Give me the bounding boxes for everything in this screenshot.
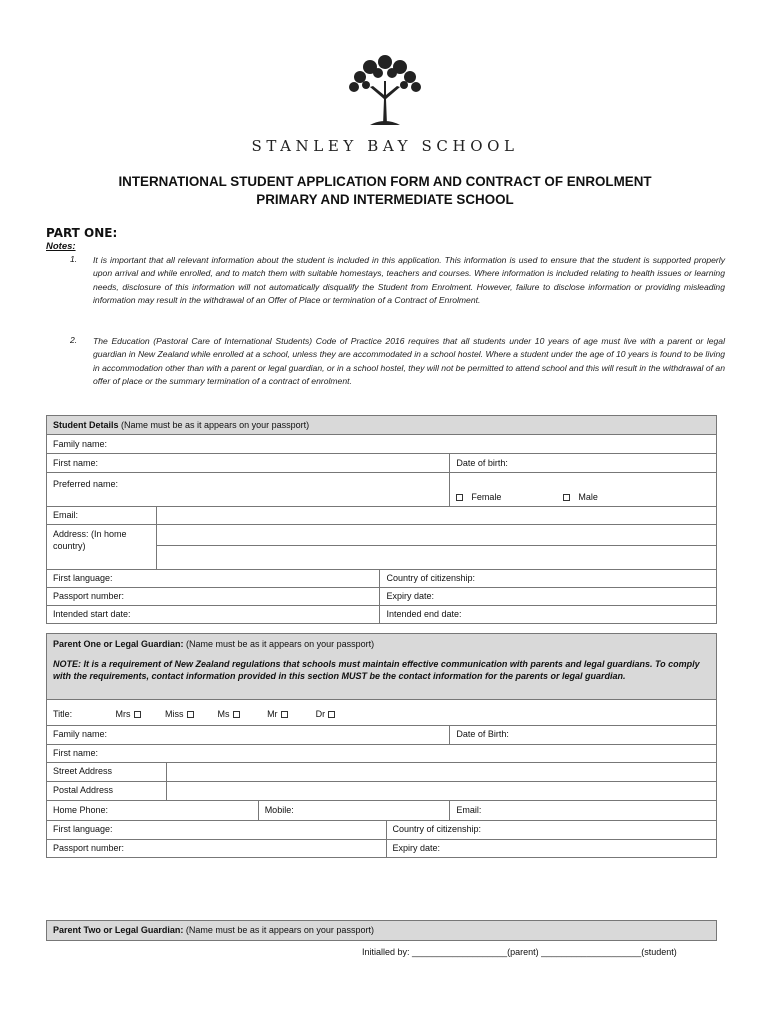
parent-expiry-field[interactable]: Expiry date: (386, 840, 717, 858)
title-ms-option[interactable]: Ms (218, 709, 265, 719)
mobile-field[interactable]: Mobile: (258, 801, 450, 821)
student-details-table (46, 415, 717, 624)
address-field-2[interactable] (156, 546, 716, 570)
note-text: The Education (Pastoral Care of International Students) Code of Practice 2016 requires that all students under 10 years of age must live with a parent or legal guardian in New Zealand while enrolled at a school, unless they are accommodated in a school hostel. Where a student under the age of 10 years is found to be living in accommodation other than with a parent or legal guardian, or in a school hostel, they will not be permitted to attend school and this will result in the withdrawal of an offer of place or the summary termination of a contract of enrolment. (93, 336, 725, 386)
street-address-field[interactable] (166, 763, 716, 782)
title-line-2: PRIMARY AND INTERMEDIATE SCHOOL (256, 192, 514, 207)
note-text: It is important that all relevant information about the student is included in this application. This information is used to ensure that the student is supported properly upon arrival and while enrolled, and to match them with suitable homestays, teachers and courses. Where information is included relating to health issues or learning needs, disclosure of this information will not automatically disqualify the Student from Enrolment. However, failure to disclose information or providing misleading information may result in the withdrawal of an Offer of Place or termination of a Contract of Enrolment. (93, 255, 725, 305)
male-checkbox[interactable]: Male (563, 492, 598, 502)
parent-dob-field[interactable]: Date of Birth: (450, 726, 717, 745)
start-date-field[interactable]: Intended start date: (47, 606, 380, 624)
parent-first-name-field[interactable]: First name: (47, 745, 717, 763)
first-language-field[interactable]: First language: (47, 570, 380, 588)
note-number: 1. (70, 254, 78, 264)
tree-icon (340, 55, 430, 127)
home-phone-field[interactable]: Home Phone: (47, 801, 259, 821)
school-name: STANLEY BAY SCHOOL (251, 137, 519, 155)
street-address-label: Street Address (47, 763, 167, 782)
parent-passport-field[interactable]: Passport number: (47, 840, 387, 858)
initialled-by-line: Initialled by: ___________________(parent) ____________________(student) (362, 947, 677, 957)
title-dr-option[interactable]: Dr (316, 709, 336, 719)
parent-one-note: NOTE: It is a requirement of New Zealand regulations that schools must maintain effective communication with parents and legal guardians. To comply with the requirements, contact information provided in this section MUST be the contact information for the parents or legal guardian. (53, 659, 700, 681)
part-one-heading: PART ONE: (46, 226, 118, 240)
end-date-field[interactable]: Intended end date: (380, 606, 717, 624)
title-line-1: INTERNATIONAL STUDENT APPLICATION FORM AND CONTRACT OF ENROLMENT (118, 174, 652, 189)
parent-citizenship-field[interactable]: Country of citizenship: (386, 821, 717, 840)
form-title (0, 173, 770, 209)
school-logo (0, 55, 770, 127)
postal-address-label: Postal Address (47, 782, 167, 801)
expiry-field[interactable]: Expiry date: (380, 588, 717, 606)
email-field[interactable] (156, 507, 716, 525)
gender-field (450, 473, 717, 507)
title-mr-option[interactable]: Mr (267, 709, 313, 719)
citizenship-field[interactable]: Country of citizenship: (380, 570, 717, 588)
parent-two-table (46, 920, 717, 941)
preferred-name-field[interactable]: Preferred name: (47, 473, 450, 507)
parent-family-name-field[interactable]: Family name: (47, 726, 450, 745)
female-checkbox[interactable]: Female (456, 492, 501, 502)
parent-one-header: Parent One or Legal Guardian: (Name must be as it appears on your passport) NOTE: It is a requirement of New Zealand regulations that schools must maintain effective communication with parents and legal guardians. To comply with the requirements, contact information provided in this section MUST be the contact information for the parents or legal guardian. (47, 634, 717, 700)
note-number: 2. (70, 335, 78, 345)
family-name-field[interactable]: Family name: (47, 435, 717, 454)
first-name-field[interactable]: First name: (47, 454, 450, 473)
parent-one-table (46, 633, 717, 858)
parent-two-header: Parent Two or Legal Guardian: (Name must be as it appears on your passport) (47, 921, 717, 941)
notes-label: Notes: (46, 241, 76, 252)
student-details-header: Student Details (Name must be as it appears on your passport) (47, 416, 717, 435)
parent-email-field[interactable]: Email: (450, 801, 717, 821)
parent-first-language-field[interactable]: First language: (47, 821, 387, 840)
address-label: Address: (In home country) (47, 525, 157, 570)
title-row: Title: Mrs Miss Ms Mr Dr (47, 700, 717, 726)
email-label: Email: (47, 507, 157, 525)
title-miss-option[interactable]: Miss (165, 709, 215, 719)
postal-address-field[interactable] (166, 782, 716, 801)
address-field-1[interactable] (156, 525, 716, 546)
title-mrs-option[interactable]: Mrs (116, 709, 163, 719)
dob-field[interactable]: Date of birth: (450, 454, 717, 473)
passport-field[interactable]: Passport number: (47, 588, 380, 606)
